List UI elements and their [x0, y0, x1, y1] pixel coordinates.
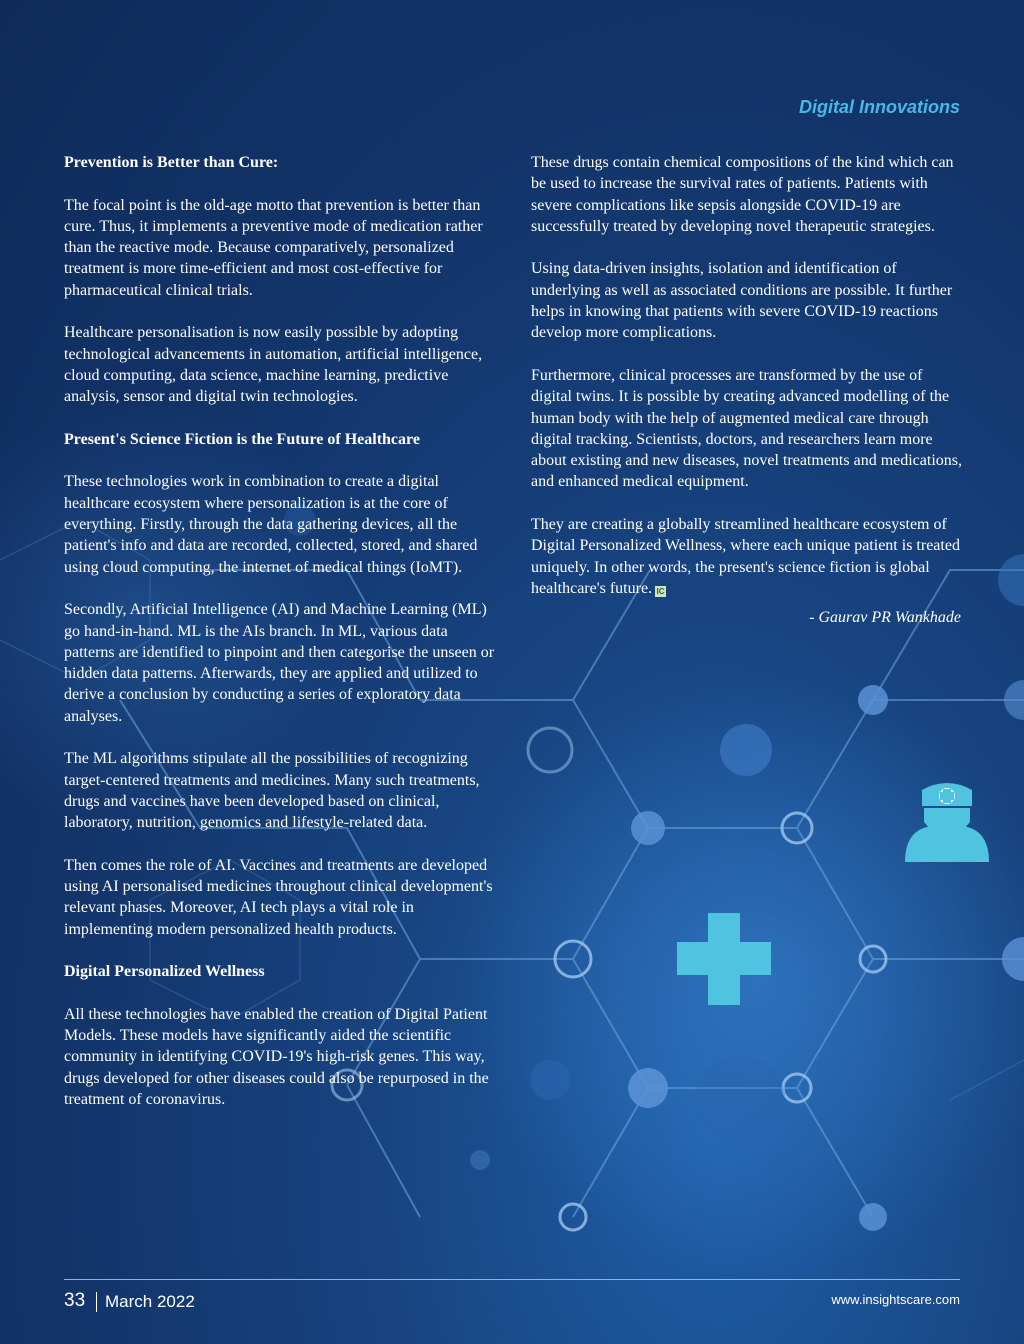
paragraph: The focal point is the old-age motto that prevention is better than cure. Thus, it implements a preventive mode of medication rather than the reactive mode. Because comparatively, personalized treatment is more time-efficient and most cost-effective for pharmaceutical clinical trials.: [64, 196, 483, 299]
paragraph: These technologies work in combination to create a digital healthcare ecosystem where personalization is at the core of everything. Firstly, through the data gathering devices, all the patient's info and data are recorded, collected, stored, and shared using cloud computing, the internet of medical things (IoMT).: [64, 473, 478, 576]
page-number: 33: [64, 1290, 86, 1311]
paragraph: Healthcare personalisation is now easily possible by adopting technological advancements in automation, artificial intelligence, cloud computing, data science, machine learning, predictive analysis, sensor and digital twin technologies.: [64, 324, 483, 406]
paragraph-text: They are creating a globally streamlined healthcare ecosystem of Digital Personalized Wellness, where each unique patient is treated uniquely. In other words, the present's science fiction is global healthcare's future.: [531, 516, 960, 597]
issue-date: March 2022: [105, 1292, 195, 1311]
paragraph: Secondly, Artificial Intelligence (AI) and Machine Learning (ML) go hand-in-hand. ML is the AIs branch. In ML, various data patterns are identified to pinpoint and then categorise the unseen or hidden data patterns. Afterwards, they are applied and utilized to derive a conclusion by conducting a series of exploratory data analyses.: [64, 601, 495, 725]
paragraph: Furthermore, clinical processes are transformed by the use of digital twins. It is possible by creating advanced modelling of the human body with the help of augmented medical care through digital tracking. Scientists, doctors, and researchers learn more about existing and new diseases, novel treatments and medications, and enhanced medical equipment.: [531, 366, 962, 491]
heading-science-fiction: Present's Science Fiction is the Future of Healthcare: [64, 430, 420, 448]
heading-digital-wellness: Digital Personalized Wellness: [64, 963, 265, 981]
paragraph: The ML algorithms stipulate all the possibilities of recognizing target-centered treatments and medicines. Many such treatments, drugs and vaccines have been developed based on clinical, laboratory, nutrition, genomics and lifestyle-related data.: [64, 750, 480, 832]
paragraph: All these technologies have enabled the creation of Digital Patient Models. These models have significantly aided the scientific community in identifying COVID-19's high-risk genes. This way, drugs developed for other diseases could also be repurposed in the treatment of coronavirus.: [64, 1005, 489, 1109]
author-byline: - Gaurav PR Wankhade: [809, 609, 961, 627]
section-label: Digital Innovations: [798, 97, 960, 117]
end-mark-icon: IC: [656, 586, 665, 596]
paragraph: [531, 514, 963, 599]
footer-divider: [64, 1279, 960, 1280]
footer-separator: [96, 1292, 97, 1312]
paragraph: Using data-driven insights, isolation and identification of underlying as well as associated conditions are possible. It further helps in knowing that patients with severe COVID-19 reactions develop more complications.: [531, 260, 953, 342]
left-column: [64, 152, 496, 1132]
right-column: [531, 152, 963, 629]
website-link[interactable]: www.insightscare.com: [831, 1292, 960, 1307]
paragraph: Then comes the role of AI. Vaccines and treatments are developed using AI personalised medicines throughout clinical development's relevant phases. Moreover, AI tech plays a vital role in implementing modern personalized health products.: [64, 856, 493, 938]
heading-prevention: Prevention is Better than Cure:: [64, 154, 279, 171]
paragraph: These drugs contain chemical compositions of the kind which can be used to increase the survival rates of patients. Patients with severe complications like sepsis alongside COVID-19 are successfully treated by developing novel therapeutic strategies.: [531, 154, 954, 235]
